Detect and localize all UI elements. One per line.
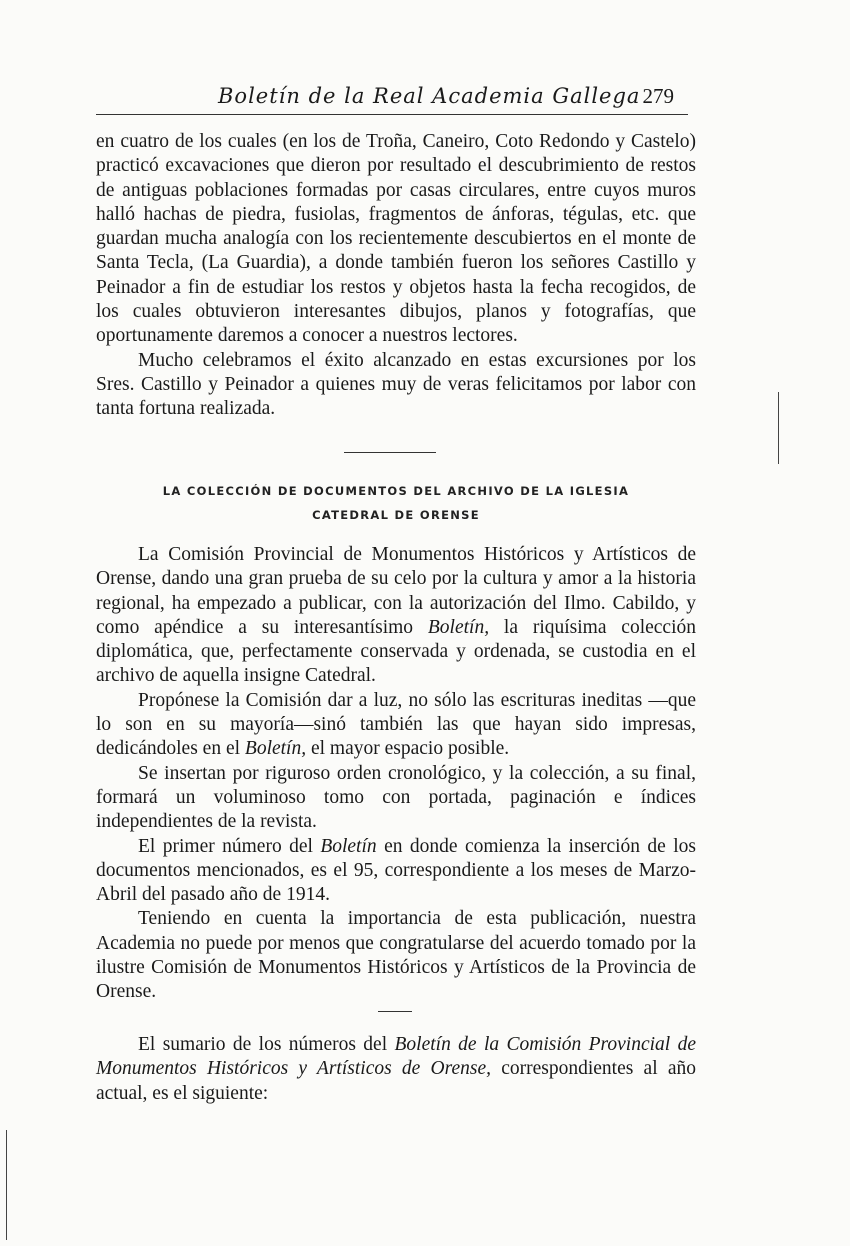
paragraph-text: Propónese la Comisión dar a luz, no sólo las escrituras ineditas —que lo son en su mayoría—sinó también las que hayan sido impresas, dedicándoles en el <box>96 689 696 760</box>
paragraph-continuation: en cuatro de los cuales (en los de Troña, Caneiro, Coto Redondo y Castelo) practicó excavaciones que dieron por resultado el descubrimiento de restos de antiguas poblaciones formadas por casas circulares, entre cuyos muros halló hachas de piedra, fusiolas, fragmentos de ánforas, tégulas, etc. que guardan mucha analogía con los recientemente descubiertos en el monte de Santa Tecla, (La Guardia), a donde también fueron los señores Castillo y Peinador a fin de estudiar los restos y objetos hasta la fecha recogidos, de los cuales obtuvieron interesantes dibujos, planos y fotografías, que oportunamente daremos a conocer a nuestros lectores. <box>96 131 696 347</box>
journal-title: Boletín de la Real Academia Gallega <box>218 84 641 108</box>
section-divider <box>344 452 436 453</box>
paragraph-text: El sumario de los números del <box>138 1034 395 1055</box>
paragraph-commission <box>96 543 696 689</box>
paragraph-text: el mayor espacio posible. <box>306 738 510 760</box>
paragraph-text: correspondientes al año actual, es el siguiente: <box>96 1058 696 1104</box>
text-block-2 <box>96 543 696 1005</box>
paragraph-text: La Comisión Provincial de Monumentos Históricos y Artísticos de Orense, dando una gran prueba de su celo por la cultura y amor a la historia regional, ha empezado a publicar, con la autorización del Ilmo. Cabildo, y como apéndice a su interesantísimo <box>96 544 696 638</box>
section-title-line-1: LA COLECCIÓN DE DOCUMENTOS DEL ARCHIVO DE LA IGLESIA <box>162 484 630 498</box>
italic-boletin: Boletín, <box>427 616 490 638</box>
paragraph-order: Se insertan por riguroso orden cronológico, y la colección, a su final, formará un voluminoso tomo con portada, paginación e índices independientes de la revista. <box>96 762 696 833</box>
paragraph-text: la riquísima colección diplomática, que, perfectamente conservada y ordenada, se custodia en el archivo de aquella insigne Catedral. <box>96 616 697 687</box>
short-divider <box>378 1011 412 1012</box>
italic-boletin: Boletín <box>320 835 377 857</box>
italic-boletin: Boletín, <box>244 738 307 760</box>
paragraph-scope <box>96 689 696 762</box>
margin-scan-mark <box>778 392 779 464</box>
text-block-1 <box>96 130 696 422</box>
left-edge-scan-mark <box>6 1130 7 1240</box>
paragraph-summary <box>96 1033 696 1106</box>
page-number: 279 <box>642 84 674 108</box>
paragraph-text: en donde comienza la inserción de los documentos mencionados, es el 95, correspondiente a los meses de Marzo-Abril del pasado año de 1914. <box>96 835 696 906</box>
section-title <box>96 479 696 527</box>
paragraph-first-number <box>96 835 696 908</box>
paragraph-text: El primer número del <box>138 835 321 857</box>
paragraph-academy: Teniendo en cuenta la importancia de esta publicación, nuestra Academia no puede por menos que congratularse del acuerdo tomado por la ilustre Comisión de Monumentos Históricos y Artísticos de la Provincia de Orense. <box>96 908 696 1003</box>
running-header <box>96 80 688 115</box>
paragraph-congratulations: Mucho celebramos el éxito alcanzado en estas excursiones por los Sres. Castillo y Peinador a quienes muy de veras felicitamos por labor con tanta fortuna realizada. <box>96 349 696 420</box>
italic-publication-title: Boletín de la Comisión Provincial de Monumentos Históricos y Artísticos de Orense, <box>96 1034 696 1080</box>
section-title-line-2: CATEDRAL DE ORENSE <box>312 508 480 522</box>
text-block-3 <box>96 1033 696 1106</box>
